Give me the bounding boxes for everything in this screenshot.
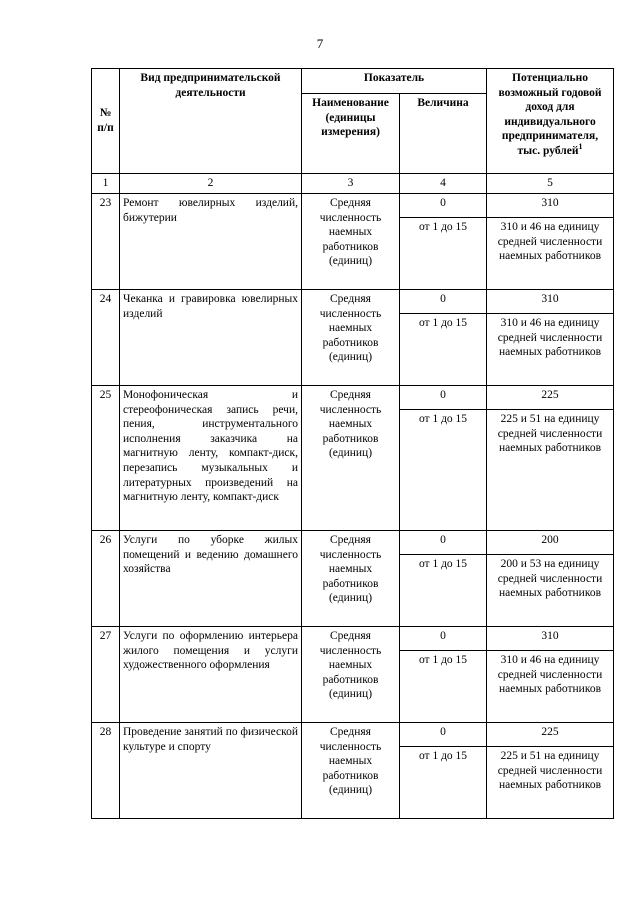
row-income-base: 310 <box>487 627 614 651</box>
row-num: 27 <box>92 627 120 723</box>
row-activity: Монофоническая и стереофоническая запись речи, пения, инструментального исполнения заказчика на магнитную ленту, компакт-диск, перезапись музыкальных и литературных произведений на магнитную ленту, компакт-диск <box>120 386 302 531</box>
row-income-per-unit: 200 и 53 на единицу средней численности наемных работников <box>487 555 614 627</box>
row-income-base: 225 <box>487 386 614 410</box>
row-activity: Услуги по уборке жилых помещений и ведению домашнего хозяйства <box>120 531 302 627</box>
row-value-range: от 1 до 15 <box>400 218 487 290</box>
header-num <box>92 69 120 174</box>
header-indicator-label: Показатель <box>363 72 425 84</box>
row-activity: Ремонт ювелирных изделий, бижутерии <box>120 194 302 290</box>
row-indicator: Средняя численность наемных работников (единиц) <box>302 531 400 627</box>
col-number-1: 1 <box>92 174 120 194</box>
footnote-marker: 1 <box>578 142 583 152</box>
page-number: 7 <box>316 36 324 51</box>
row-indicator: Средняя численность наемных работников (единиц) <box>302 194 400 290</box>
col-number-5: 5 <box>487 174 614 194</box>
row-value-zero: 0 <box>400 194 487 218</box>
row-activity: Услуги по оформлению интерьера жилого помещения и услуги художественного оформления <box>120 627 302 723</box>
col-number-4: 4 <box>400 174 487 194</box>
header-indicator-value-label: Величина <box>417 97 469 109</box>
row-indicator: Средняя численность наемных работников (единиц) <box>302 627 400 723</box>
row-value-range: от 1 до 15 <box>400 555 487 627</box>
row-value-zero: 0 <box>400 386 487 410</box>
row-num: 25 <box>92 386 120 531</box>
row-value-range: от 1 до 15 <box>400 651 487 723</box>
row-income-per-unit: 225 и 51 на единицу средней численности наемных работников <box>487 747 614 819</box>
header-indicator-value <box>400 94 487 174</box>
col-number-3: 3 <box>302 174 400 194</box>
row-value-zero: 0 <box>400 290 487 314</box>
row-income-per-unit: 310 и 46 на единицу средней численности наемных работников <box>487 651 614 723</box>
row-num: 23 <box>92 194 120 290</box>
row-value-range: от 1 до 15 <box>400 747 487 819</box>
row-value-zero: 0 <box>400 723 487 747</box>
header-num-label: № п/п <box>97 107 114 134</box>
row-income-per-unit: 310 и 46 на единицу средней численности наемных работников <box>487 218 614 290</box>
header-activity <box>120 69 302 174</box>
row-income-base: 310 <box>487 194 614 218</box>
header-indicator <box>302 69 487 94</box>
header-income-label: Потенциально возможный годовой доход для индивидуального предпринимателя, тыс. рублей <box>498 72 602 157</box>
header-activity-label: Вид предпринимательской деятельности <box>140 72 281 99</box>
header-indicator-name-label: Наименование (единицы измерения) <box>312 97 389 139</box>
row-value-zero: 0 <box>400 627 487 651</box>
row-indicator: Средняя численность наемных работников (единиц) <box>302 386 400 531</box>
row-indicator: Средняя численность наемных работников (единиц) <box>302 290 400 386</box>
row-num: 26 <box>92 531 120 627</box>
income-table <box>91 68 614 819</box>
header-indicator-name <box>302 94 400 174</box>
row-value-range: от 1 до 15 <box>400 410 487 531</box>
header-income <box>487 69 614 174</box>
row-value-zero: 0 <box>400 531 487 555</box>
row-activity: Чеканка и гравировка ювелирных изделий <box>120 290 302 386</box>
row-income-per-unit: 225 и 51 на единицу средней численности наемных работников <box>487 410 614 531</box>
row-income-base: 200 <box>487 531 614 555</box>
row-activity: Проведение занятий по физической культуре и спорту <box>120 723 302 819</box>
row-value-range: от 1 до 15 <box>400 314 487 386</box>
row-income-base: 225 <box>487 723 614 747</box>
col-number-2: 2 <box>120 174 302 194</box>
row-num: 28 <box>92 723 120 819</box>
row-num: 24 <box>92 290 120 386</box>
row-income-base: 310 <box>487 290 614 314</box>
row-income-per-unit: 310 и 46 на единицу средней численности наемных работников <box>487 314 614 386</box>
row-indicator: Средняя численность наемных работников (единиц) <box>302 723 400 819</box>
